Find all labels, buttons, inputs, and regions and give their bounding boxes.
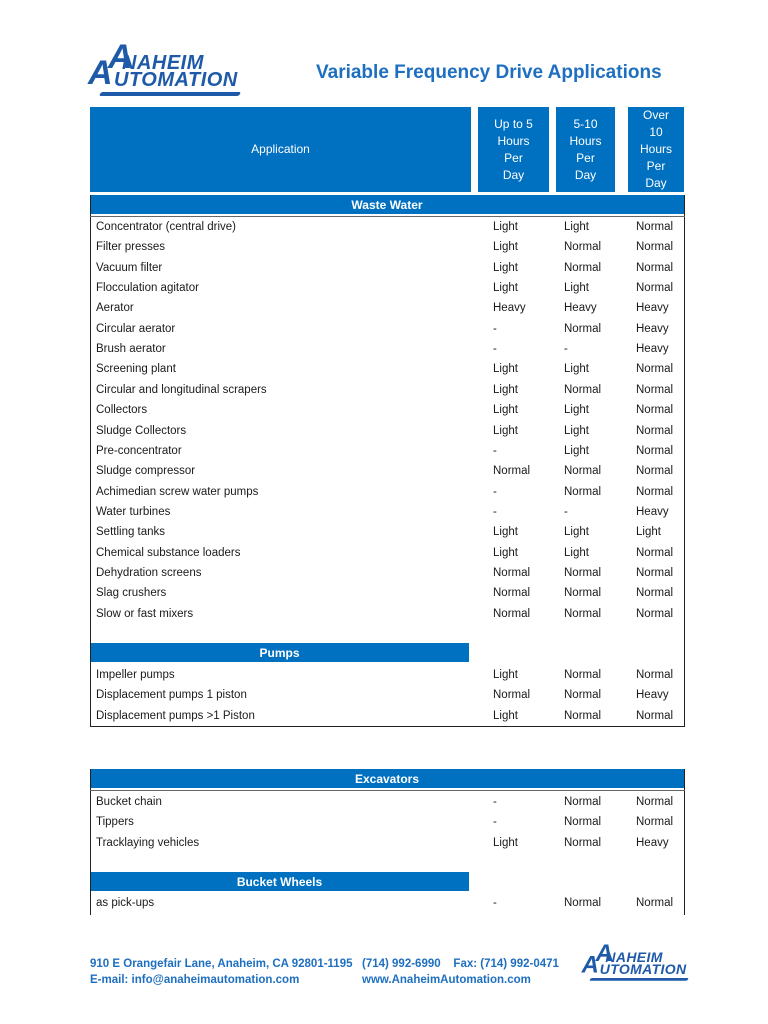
footer-logo-line1: NAHEIM [605,950,663,966]
application-name-cell: Displacement pumps >1 Piston [96,709,255,722]
footer-phone-fax: (714) 992-6990 Fax: (714) 992-0471 [362,958,559,970]
duty-cell: Heavy [564,302,597,315]
application-name-cell: Settling tanks [96,526,166,539]
logo-line1: NAHEIM [122,52,204,74]
section-waste-water: Waste Water [90,195,684,214]
logo-swoosh [99,92,241,96]
duty-cell: Light [564,363,589,376]
duty-cell: Heavy [493,302,526,315]
duty-cell: Light [564,221,589,233]
duty-cell: Normal [636,444,674,457]
application-name-cell: Slag crushers [96,587,167,600]
table-row [90,483,684,503]
table-row [90,834,684,854]
application-name-cell: Impeller pumps [96,669,175,681]
duty-cell: - [493,485,497,498]
table-row [90,381,684,401]
application-name-cell: as pick-ups [96,897,155,909]
footer-logo-swoosh [589,978,689,981]
application-name-cell: Filter presses [96,241,166,254]
table-row [90,584,684,604]
duty-cell: - [493,505,497,518]
application-name-cell: Concentrator (central drive) [96,221,236,233]
duty-cell: Heavy [636,302,669,315]
table-row [90,894,684,914]
duty-cell: Light [493,669,518,681]
duty-cell: Heavy [636,343,669,356]
duty-cell: Normal [636,897,674,909]
duty-cell: Heavy [636,689,669,702]
footer-logo-letter-a-top: A [595,940,613,967]
application-name-cell: Pre-concentrator [96,444,182,457]
anaheim-automation-logo [88,38,245,100]
table1-bottom-border [90,726,685,727]
application-name-cell: Dehydration screens [96,566,202,579]
duty-cell: Normal [564,485,602,498]
duty-cell: Light [564,526,589,539]
table2-sub-rule [90,790,685,791]
duty-cell: Heavy [636,836,669,849]
application-name-cell: Brush aerator [96,343,166,356]
duty-cell: Normal [564,669,602,681]
table1-left-border [90,195,91,727]
application-name-cell: Collectors [96,404,148,417]
table-row [90,218,684,238]
duty-cell: Heavy [636,505,669,518]
duty-cell: - [493,444,497,457]
duty-cell: Normal [636,546,674,559]
application-name-cell: Slow or fast mixers [96,607,194,620]
application-name-cell: Chemical substance loaders [96,546,241,559]
application-name-cell: Tippers [96,816,134,829]
duty-cell: Normal [636,607,674,620]
application-name-cell: Sludge Collectors [96,424,187,437]
table1-right-border [684,195,685,727]
duty-cell: Light [493,363,518,376]
duty-cell: Normal [636,383,674,396]
footer-logo-line2: UTOMATION [599,961,687,978]
application-name-cell: Circular and longitudinal scrapers [96,383,267,396]
table-row [90,442,684,462]
footer-logo [581,940,687,978]
logo-letter-a-top: A [108,38,133,76]
application-name-cell: Flocculation agitator [96,282,199,295]
application-name-cell: Achimedian screw water pumps [96,485,259,498]
duty-cell: Normal [636,363,674,376]
duty-cell: Normal [564,816,602,829]
duty-cell: Normal [636,587,674,600]
table-row [90,279,684,299]
duty-cell: Heavy [636,322,669,335]
duty-cell: Light [493,383,518,396]
document-title: Variable Frequency Drive Applications [316,62,662,83]
duty-cell: Normal [564,689,602,702]
header-application: Application [90,107,471,192]
duty-cell: Normal [493,607,531,620]
duty-cell: Normal [564,796,602,808]
header-up-to-5-hours: Up to 5 Hours Per Day [478,107,549,192]
duty-cell: Normal [493,689,531,702]
duty-cell: Normal [636,465,674,478]
duty-cell: - [493,343,497,356]
section-pumps: Pumps [90,643,469,662]
duty-cell: Light [564,424,589,437]
duty-cell: Normal [636,485,674,498]
duty-cell: - [564,343,568,356]
table-row [90,523,684,543]
duty-cell: - [493,816,497,829]
duty-cell: Light [636,526,661,539]
table-row [90,299,684,319]
application-name-cell: Aerator [96,302,134,315]
duty-cell: Normal [564,709,602,722]
table-row [90,503,684,523]
duty-cell: Normal [564,383,602,396]
table-row [90,259,684,279]
duty-cell: Light [564,282,589,295]
duty-cell: Normal [493,587,531,600]
duty-cell: Normal [636,221,674,233]
table-row [90,544,684,564]
duty-cell: Light [493,836,518,849]
duty-cell: Light [493,404,518,417]
duty-cell: Normal [564,241,602,254]
table-row [90,360,684,380]
duty-cell: Light [493,221,518,233]
application-name-cell: Displacement pumps 1 piston [96,689,247,702]
duty-cell: - [493,897,497,909]
table-row [90,793,684,813]
application-name-cell: Sludge compressor [96,465,196,478]
duty-cell: Normal [564,607,602,620]
duty-cell: Normal [636,566,674,579]
footer-website[interactable]: www.AnaheimAutomation.com [362,974,531,986]
table-row [90,686,684,706]
footer-address: 910 E Orangefair Lane, Anaheim, CA 92801-1195 [90,958,353,970]
table-row [90,401,684,421]
table-row [90,422,684,442]
logo-letter-a-bottom: A [88,54,113,92]
duty-cell: Normal [636,709,674,722]
table-row [90,666,684,686]
table1-sub-rule [90,216,685,217]
footer-logo-letter-a-bottom: A [581,951,599,978]
duty-cell: - [493,322,497,335]
section-excavators: Excavators [90,769,684,788]
footer-contact-left [90,956,353,988]
footer-email[interactable]: E-mail: info@anaheimautomation.com [90,974,300,986]
table-row [90,320,684,340]
duty-cell: Light [564,546,589,559]
duty-cell: Normal [636,404,674,417]
application-name-cell: Bucket chain [96,796,162,808]
duty-cell: Normal [564,897,602,909]
header-over-10-hours: Over 10 Hours Per Day [628,107,684,192]
section-bucket-wheels: Bucket Wheels [90,872,469,891]
duty-cell: Normal [636,796,674,808]
duty-cell: - [564,505,568,518]
table-row [90,340,684,360]
duty-cell: Normal [564,261,602,274]
duty-cell: Normal [564,465,602,478]
duty-cell: Light [493,261,518,274]
duty-cell: Normal [564,322,602,335]
duty-cell: Normal [564,587,602,600]
duty-cell: Light [493,546,518,559]
duty-cell: Light [493,282,518,295]
application-name-cell: Water turbines [96,505,171,518]
duty-cell: Normal [493,465,531,478]
application-name-cell: Screening plant [96,363,176,376]
duty-cell: Light [493,709,518,722]
duty-cell: Normal [636,669,674,681]
duty-cell: Normal [636,261,674,274]
duty-cell: Light [493,526,518,539]
duty-cell: Normal [636,241,674,254]
duty-cell: Normal [564,836,602,849]
duty-cell: Normal [564,566,602,579]
table-row [90,707,684,727]
table-row [90,813,684,833]
table-row [90,564,684,584]
logo-line2: UTOMATION [114,69,238,91]
duty-cell: Light [564,404,589,417]
duty-cell: Normal [636,282,674,295]
duty-cell: Light [493,241,518,254]
duty-cell: Normal [636,424,674,437]
footer-contact-right [362,956,559,988]
duty-cell: Light [564,444,589,457]
application-name-cell: Tracklaying vehicles [96,836,200,849]
duty-cell: Normal [636,816,674,829]
table-row [90,462,684,482]
duty-cell: Normal [493,566,531,579]
duty-cell: Light [493,424,518,437]
table-row [90,238,684,258]
header-5-10-hours: 5-10 Hours Per Day [556,107,615,192]
application-name-cell: Circular aerator [96,322,176,335]
duty-cell: - [493,796,497,808]
application-name-cell: Vacuum filter [96,261,163,274]
table-row [90,605,684,625]
